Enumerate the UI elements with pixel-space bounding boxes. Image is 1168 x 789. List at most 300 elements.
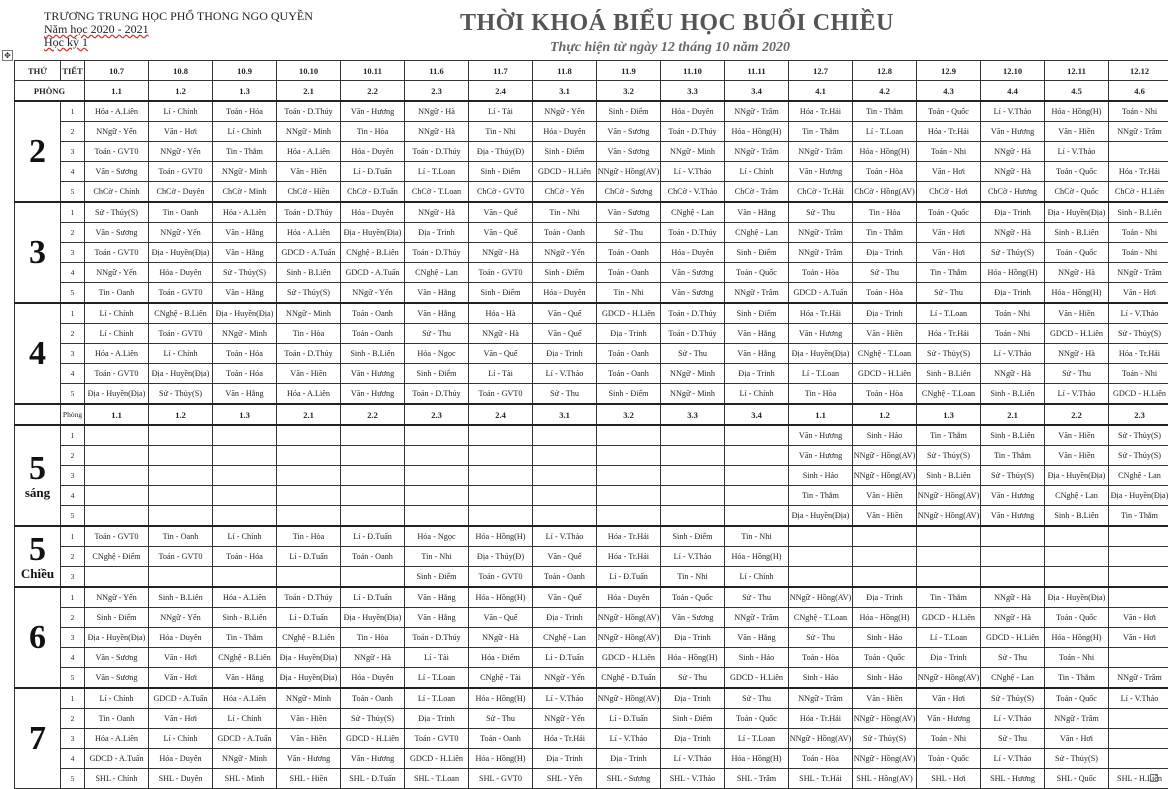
lesson-cell: Hóa - Hồng(H) [853,608,917,628]
lesson-cell: CNghệ - B.Liên [277,628,341,648]
class-header-row [15,61,1168,81]
lesson-cell: CNghệ - Đ.Tuấn [597,668,661,689]
lesson-cell: Lí - V.Thảo [533,364,597,384]
lesson-cell: NNgữ - Hồng(AV) [597,162,661,182]
period-number: 3 [61,344,85,364]
period-number: 1 [61,425,85,446]
header-cell: 2.4 [469,404,533,425]
lesson-cell: Sử - Thu [789,202,853,223]
lesson-cell: Toán - GVT0 [149,162,213,182]
lesson-cell: Tin - Thắm [213,142,277,162]
lesson-cell: Hóa - Hồng(H) [469,526,533,547]
day-label: 6 [15,587,61,688]
lesson-cell: Sinh - B.Liên [1045,506,1109,527]
header-cell: 2.1 [277,81,341,102]
lesson-cell: Lí - T.Loan [725,729,789,749]
lesson-cell: Sử - Thủy(S) [981,466,1045,486]
lesson-cell: NNgữ - Minh [213,324,277,344]
room-header-row [15,81,1168,102]
lesson-cell: Lí - V.Thảo [981,709,1045,729]
lesson-cell: ChCờ - Hơi [917,182,981,203]
lesson-cell [853,567,917,588]
lesson-cell: Sinh - B.Liên [213,608,277,628]
header-cell: 1.2 [853,404,917,425]
header-cell: 12.8 [853,61,917,81]
table-row [15,506,1168,527]
lesson-cell: Tin - Thắm [1109,506,1168,527]
lesson-cell: Địa - Trinh [981,283,1045,304]
lesson-cell: Văn - Hương [789,162,853,182]
lesson-cell: NNgữ - Hà [405,202,469,223]
lesson-cell: Lí - Tài [469,101,533,122]
lesson-cell: Lí - T.Loan [853,122,917,142]
lesson-cell [981,526,1045,547]
header-cell: 1.1 [789,404,853,425]
lesson-cell: Văn - Hơi [917,223,981,243]
lesson-cell [469,486,533,506]
lesson-cell: Toán - Oanh [341,303,405,324]
lesson-cell: Sử - Thủy(S) [85,202,149,223]
lesson-cell: Tin - Oanh [149,526,213,547]
lesson-cell: Địa - Huyền(Địa) [213,303,277,324]
lesson-cell [789,567,853,588]
lesson-cell: NNgữ - Minh [213,162,277,182]
lesson-cell: CNghệ - Lan [981,668,1045,689]
header-cell: 1.3 [917,404,981,425]
lesson-cell: NNgữ - Minh [277,688,341,709]
header-cell: 11.6 [405,61,469,81]
lesson-cell: Toán - D.Thúy [661,303,725,324]
lesson-cell: Địa - Trinh [533,608,597,628]
lesson-cell [213,506,277,527]
header-cell: 1.2 [149,81,213,102]
lesson-cell [149,466,213,486]
lesson-cell: Văn - Hương [789,324,853,344]
lesson-cell: Văn - Hương [917,709,981,729]
lesson-cell: Toán - Nhi [1109,243,1168,263]
lesson-cell: Hóa - Hồng(H) [469,587,533,608]
period-number: 2 [61,446,85,466]
lesson-cell [469,506,533,527]
lesson-cell: SHL - Minh [213,769,277,789]
lesson-cell: Hóa - Duyên [149,263,213,283]
lesson-cell [533,486,597,506]
lesson-cell: Địa - Trinh [853,587,917,608]
lesson-cell: Sinh - Hảo [853,425,917,446]
lesson-cell: GDCD - A.Tuấn [789,283,853,304]
header-cell: 11.11 [725,61,789,81]
lesson-cell: Lí - Chính [213,122,277,142]
table-move-handle-icon[interactable]: ✥ [2,50,13,61]
lesson-cell [725,425,789,446]
header-cell: 2.2 [341,81,405,102]
lesson-cell: SHL - Hương [981,769,1045,789]
lesson-cell: Toán - Quốc [917,202,981,223]
lesson-cell: NNgữ - Hà [405,122,469,142]
lesson-cell [85,425,149,446]
page-title: THỜI KHOÁ BIỂU HỌC BUỔI CHIỀU [460,10,894,37]
lesson-cell: Lí - T.Loan [917,303,981,324]
lesson-cell: Sử - Thủy(S) [1109,324,1168,344]
lesson-cell: NNgữ - Yến [85,263,149,283]
lesson-cell: Sử - Thủy(S) [277,283,341,304]
lesson-cell: Sử - Thủy(S) [213,263,277,283]
lesson-cell: Hóa - A.Liên [213,587,277,608]
lesson-cell: Lí - Đ.Tuấn [341,162,405,182]
lesson-cell: Địa - Huyền(Địa) [1045,587,1109,608]
lesson-cell [149,446,213,466]
lesson-cell: Lí - Chính [149,101,213,122]
header-label: TIẾT [61,61,85,81]
lesson-cell: Toán - D.Thúy [277,101,341,122]
header-label: PHÒNG [15,81,85,102]
lesson-cell: Hóa - Duyên [661,243,725,263]
lesson-cell: Hóa - Tr.Hải [1109,162,1168,182]
lesson-cell [277,446,341,466]
lesson-cell: Văn - Hương [341,101,405,122]
lesson-cell: Sinh - Điểm [405,567,469,588]
lesson-cell: Văn - Quế [469,608,533,628]
school-year: Năm học 2020 - 2021 [44,23,313,36]
table-row [15,729,1168,749]
lesson-cell: ChCờ - GVT0 [469,182,533,203]
lesson-cell [213,466,277,486]
lesson-cell: Lí - V.Thảo [597,729,661,749]
period-number: 1 [61,101,85,122]
lesson-cell: Toán - Oanh [597,364,661,384]
lesson-cell: Hóa - Duyên [533,122,597,142]
lesson-cell: Toán - GVT0 [149,324,213,344]
lesson-cell: NNgữ - Hà [981,364,1045,384]
lesson-cell: NNgữ - Yến [341,283,405,304]
lesson-cell [469,425,533,446]
lesson-cell: Địa - Huyền(Địa) [85,384,149,405]
lesson-cell: NNgữ - Yến [149,608,213,628]
lesson-cell: Hóa - Hồng(H) [1045,101,1109,122]
lesson-cell: Địa - Trinh [853,243,917,263]
lesson-cell: NNgữ - Trâm [1109,122,1168,142]
lesson-cell: Sinh - Điểm [725,303,789,324]
lesson-cell: Hóa - Tr.Hải [917,122,981,142]
lesson-cell: Sử - Thu [405,324,469,344]
lesson-cell: NNgữ - Hồng(AV) [597,628,661,648]
lesson-cell: CNghệ - Lan [1109,466,1168,486]
lesson-cell: Sinh - Hảo [853,628,917,648]
table-row [15,425,1168,446]
lesson-cell: Hóa - Hồng(H) [1045,283,1109,304]
table-row [15,526,1168,547]
lesson-cell: Văn - Hơi [917,162,981,182]
table-resize-handle[interactable] [1150,774,1158,782]
lesson-cell: Lí - V.Thảo [981,749,1045,769]
lesson-cell: GDCD - H.Liên [341,729,405,749]
lesson-cell [917,547,981,567]
lesson-cell: Sinh - Hảo [853,668,917,689]
lesson-cell: Sinh - B.Liên [341,344,405,364]
lesson-cell: NNgữ - Trâm [1109,263,1168,283]
lesson-cell: Lí - Đ.Tuấn [341,587,405,608]
lesson-cell: Hóa - Tr.Hải [789,303,853,324]
table-row [15,303,1168,324]
header-cell: 10.8 [149,61,213,81]
lesson-cell: SHL - Duyên [149,769,213,789]
header-cell: 12.10 [981,61,1045,81]
lesson-cell [597,466,661,486]
lesson-cell: Tin - Oanh [149,202,213,223]
lesson-cell: Sử - Thu [597,223,661,243]
lesson-cell [1109,142,1168,162]
header-cell: 2.3 [405,81,469,102]
table-row [15,567,1168,588]
lesson-cell: Văn - Hằng [213,668,277,689]
lesson-cell: NNgữ - Minh [661,142,725,162]
school-term: Học kỳ 1 [44,36,313,49]
lesson-cell: GDCD - H.Liên [1109,384,1168,405]
day-label: 3 [15,202,61,303]
lesson-cell: Hóa - A.Liên [85,101,149,122]
lesson-cell: Văn - Hằng [213,243,277,263]
lesson-cell: Văn - Hơi [149,668,213,689]
table-row [15,749,1168,769]
lesson-cell: Toán - Hòa [789,263,853,283]
lesson-cell: ChCờ - Trâm [725,182,789,203]
table-row [15,688,1168,709]
lesson-cell: Lí - Đ.Tuấn [277,547,341,567]
lesson-cell: Tin - Hòa [277,526,341,547]
lesson-cell: Sinh - Hảo [789,668,853,689]
lesson-cell: Lí - Chính [213,526,277,547]
lesson-cell [981,547,1045,567]
period-number: 3 [61,466,85,486]
period-number: 2 [61,122,85,142]
period-number: 3 [61,243,85,263]
lesson-cell [341,425,405,446]
lesson-cell: Tin - Thắm [789,486,853,506]
lesson-cell: NNgữ - Hồng(AV) [853,709,917,729]
lesson-cell: Tin - Thắm [917,587,981,608]
lesson-cell: Lí - V.Thảo [1109,303,1168,324]
lesson-cell: Toán - Quốc [917,749,981,769]
lesson-cell: Văn - Sương [597,142,661,162]
lesson-cell: Địa - Thúy(Đ) [469,142,533,162]
lesson-cell: Toán - Hòa [853,384,917,405]
lesson-cell: GDCD - H.Liên [597,648,661,668]
lesson-cell [597,425,661,446]
header-cell: 12.7 [789,61,853,81]
lesson-cell: Địa - Thúy(Đ) [469,547,533,567]
lesson-cell: NNgữ - Hà [341,648,405,668]
header-cell: 10.10 [277,61,341,81]
lesson-cell: NNgữ - Yến [149,142,213,162]
table-row [15,101,1168,122]
lesson-cell [1109,729,1168,749]
lesson-cell: Địa - Trinh [917,648,981,668]
lesson-cell: Hóa - Tr.Hải [917,324,981,344]
lesson-cell: Toán - Hóa [213,547,277,567]
day-label: 5 Chiều [15,526,61,587]
lesson-cell: Toán - GVT0 [149,547,213,567]
lesson-cell: Sử - Thu [917,283,981,304]
lesson-cell: Văn - Hằng [405,283,469,304]
table-row [15,243,1168,263]
lesson-cell: Địa - Huyền(Địa) [85,628,149,648]
lesson-cell [85,506,149,527]
lesson-cell: Văn - Hiền [1045,425,1109,446]
lesson-cell [725,466,789,486]
lesson-cell: Sinh - B.Liên [917,466,981,486]
lesson-cell: Địa - Huyền(Địa) [1045,202,1109,223]
lesson-cell: Văn - Hương [789,425,853,446]
day-label: 4 [15,303,61,404]
lesson-cell [341,466,405,486]
lesson-cell: Địa - Huyền(Địa) [277,668,341,689]
lesson-cell: Lí - T.Loan [917,628,981,648]
lesson-cell: NNgữ - Trâm [789,223,853,243]
lesson-cell: Tin - Hòa [277,324,341,344]
lesson-cell: Văn - Hiền [277,729,341,749]
header-cell: 2.1 [981,404,1045,425]
lesson-cell: Hóa - A.Liên [277,223,341,243]
lesson-cell: Hóa - Duyên [149,749,213,769]
lesson-cell [277,567,341,588]
lesson-cell: Địa - Trinh [405,709,469,729]
lesson-cell: Sinh - Hảo [789,466,853,486]
header-cell: 10.7 [85,61,149,81]
lesson-cell [1045,567,1109,588]
table-row [15,648,1168,668]
period-number: 5 [61,283,85,304]
lesson-cell: CNghệ - B.Liên [149,303,213,324]
header-label: Phòng [61,404,85,425]
lesson-cell [85,466,149,486]
lesson-cell: Hóa - A.Liên [85,344,149,364]
lesson-cell [533,425,597,446]
lesson-cell [533,466,597,486]
lesson-cell: Hóa - Ngọc [405,344,469,364]
lesson-cell: Tin - Thắm [981,446,1045,466]
lesson-cell: Văn - Hằng [405,608,469,628]
lesson-cell: Văn - Hằng [725,324,789,344]
lesson-cell: Văn - Quế [533,303,597,324]
lesson-cell: Toán - Nhi [1109,223,1168,243]
lesson-cell: Lí - T.Loan [405,162,469,182]
lesson-cell [277,466,341,486]
lesson-cell: NNgữ - Hồng(AV) [917,486,981,506]
lesson-cell [1109,547,1168,567]
lesson-cell [597,446,661,466]
lesson-cell: Tin - Hòa [853,202,917,223]
lesson-cell: Lí - Tài [405,648,469,668]
lesson-cell: ChCờ - Tr.Hải [789,182,853,203]
lesson-cell: Sử - Thủy(S) [149,384,213,405]
lesson-cell [405,466,469,486]
period-number: 2 [61,709,85,729]
lesson-cell: Văn - Hằng [405,303,469,324]
lesson-cell [1109,648,1168,668]
table-row [15,628,1168,648]
table-row [15,466,1168,486]
lesson-cell [917,526,981,547]
lesson-cell: NNgữ - Hà [1045,344,1109,364]
lesson-cell [85,486,149,506]
lesson-cell: Văn - Hơi [917,243,981,263]
table-row [15,709,1168,729]
lesson-cell: Toán - GVT0 [85,142,149,162]
lesson-cell [853,526,917,547]
lesson-cell [213,486,277,506]
lesson-cell: Toán - Nhi [1109,101,1168,122]
lesson-cell: Lí - V.Thảo [661,162,725,182]
lesson-cell: Tin - Thắm [1045,668,1109,689]
header-cell: 10.9 [213,61,277,81]
lesson-cell [85,446,149,466]
lesson-cell: ChCờ - Minh [213,182,277,203]
lesson-cell: Sinh - Điểm [725,243,789,263]
lesson-cell: Văn - Hiền [853,688,917,709]
lesson-cell: Sử - Thủy(S) [1045,749,1109,769]
table-row [15,223,1168,243]
lesson-cell: Lí - Đ.Tuấn [277,608,341,628]
lesson-cell: Địa - Trinh [533,749,597,769]
lesson-cell [789,547,853,567]
lesson-cell: Sử - Thủy(S) [1109,425,1168,446]
lesson-cell: NNgữ - Hồng(AV) [789,729,853,749]
period-number: 4 [61,486,85,506]
lesson-cell: Hóa - Tr.Hải [533,729,597,749]
lesson-cell: Văn - Hiền [1045,122,1109,142]
lesson-cell: Lí - V.Thảo [661,547,725,567]
lesson-cell: Văn - Hiền [1045,303,1109,324]
table-row [15,162,1168,182]
lesson-cell: NNgữ - Trâm [1045,709,1109,729]
lesson-cell: Lí - Tài [469,364,533,384]
lesson-cell: Toán - Oanh [469,729,533,749]
lesson-cell: Địa - Trinh [661,628,725,648]
lesson-cell: SHL - Trâm [725,769,789,789]
lesson-cell: Hóa - A.Liên [277,142,341,162]
header-cell: 1.1 [85,404,149,425]
lesson-cell [277,506,341,527]
lesson-cell: NNgữ - Hà [469,628,533,648]
lesson-cell: GDCD - H.Liên [1045,324,1109,344]
lesson-cell: Tin - Thắm [853,101,917,122]
lesson-cell: ChCờ - Đ.Tuấn [341,182,405,203]
lesson-cell: Văn - Hương [789,446,853,466]
lesson-cell: NNgữ - Trâm [789,688,853,709]
lesson-cell [661,466,725,486]
lesson-cell: GDCD - H.Liên [597,303,661,324]
lesson-cell: Sử - Thu [725,587,789,608]
lesson-cell: Toán - Quốc [725,709,789,729]
lesson-cell: Sử - Thu [1045,364,1109,384]
lesson-cell: NNgữ - Hà [469,243,533,263]
period-number: 2 [61,324,85,344]
lesson-cell [1109,749,1168,769]
lesson-cell: Địa - Huyền(Địa) [789,506,853,527]
lesson-cell: Văn - Sương [661,608,725,628]
lesson-cell: Sử - Thủy(S) [341,709,405,729]
lesson-cell: Hóa - Duyên [597,587,661,608]
lesson-cell: Văn - Hơi [149,122,213,142]
lesson-cell: Lí - V.Thảo [533,526,597,547]
lesson-cell: Lí - V.Thảo [1045,384,1109,405]
table-row [15,486,1168,506]
lesson-cell: Toán - D.Thúy [405,628,469,648]
header-cell: 2.1 [277,404,341,425]
header-cell: 2.2 [1045,404,1109,425]
lesson-cell: Địa - Trinh [533,344,597,364]
lesson-cell: Văn - Hiền [277,709,341,729]
